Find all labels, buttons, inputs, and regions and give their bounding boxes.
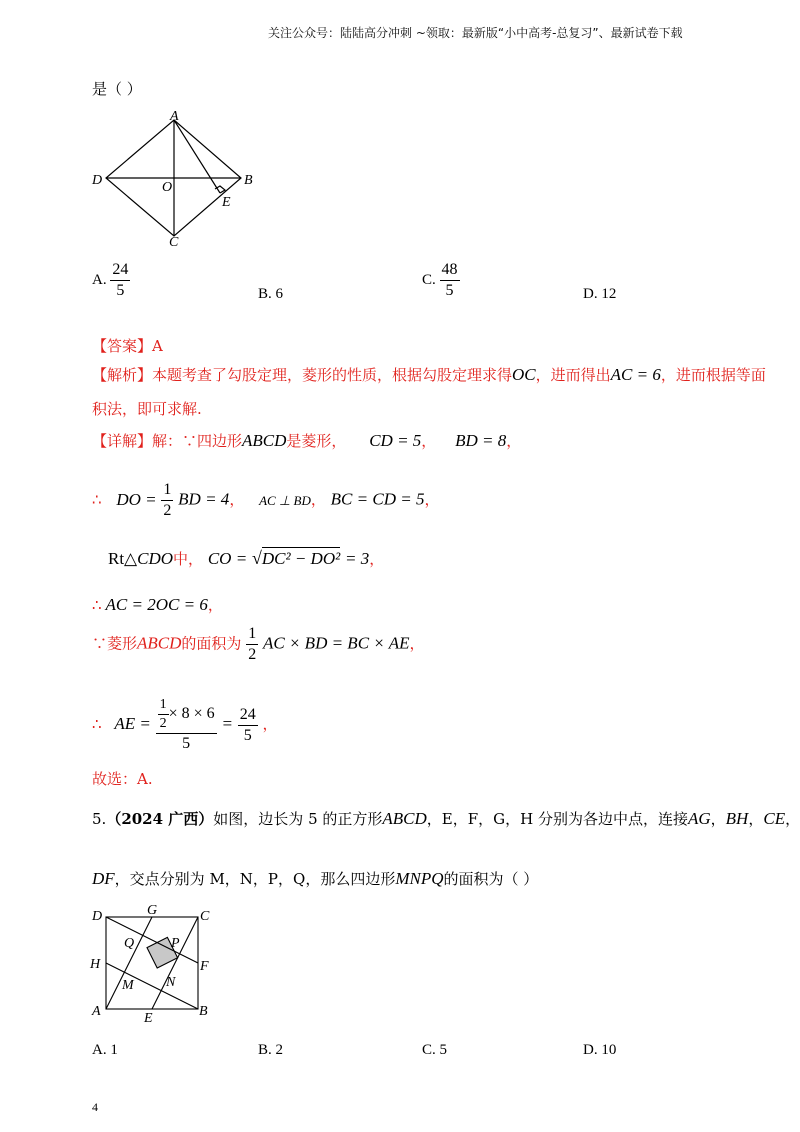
label-f: F xyxy=(200,959,209,974)
line-bh xyxy=(106,963,198,1009)
q4-analysis-line1: 【解析】本题考查了勾股定理，菱形的性质，根据勾股定理求得OC，进而得出AC = 6，进而根据等面 xyxy=(92,365,766,384)
q5-option-a: A. 1 xyxy=(92,1042,118,1058)
q4-step2: Rt△CDO中， CO = √DC² − DO² = 3， xyxy=(108,548,385,568)
q5-stem-line1: 5.（2024 广西）如图，边长为 5 的正方形ABCD，E，F，G，H 分别为各边中点，连接AG，BH，CE， xyxy=(92,809,800,828)
q5-option-b: B. 2 xyxy=(258,1042,284,1058)
q4-option-d: D. 12 xyxy=(583,286,617,302)
line-ag xyxy=(106,917,152,1009)
q4-option-c: C. $\frac{48}{5}$ xyxy=(422,261,458,299)
label-p: P xyxy=(171,936,180,951)
label-a: A xyxy=(170,109,179,124)
segment-ae xyxy=(174,120,220,193)
label-n: N xyxy=(166,975,176,990)
q4-step3: ∴ AC = 2OC = 6， xyxy=(92,595,223,614)
label-e: E xyxy=(144,1011,153,1026)
q5-option-c: C. 5 xyxy=(422,1042,448,1058)
q4-analysis-line2: 积法，即可求解. xyxy=(92,400,202,418)
q5-option-d: D. 10 xyxy=(583,1042,617,1058)
label-c: C xyxy=(169,235,179,248)
q4-stem-tail: 是（ ） xyxy=(92,80,142,98)
label-h: H xyxy=(90,957,101,972)
label-b: B xyxy=(199,1004,208,1019)
label-a: A xyxy=(92,1004,101,1019)
q4-step1: ∴ DO = $\frac{1}{2}$ BD = 4， AC ⊥ BD， BC = CD = 5， xyxy=(92,481,440,519)
label-m: M xyxy=(122,978,134,993)
q4-detail-line: 【详解】解：∵四边形ABCD是菱形， CD = 5， BD = 8， xyxy=(92,431,522,450)
rhombus-figure xyxy=(86,108,266,248)
q4-option-b: B. 6 xyxy=(258,286,284,302)
label-b: B xyxy=(244,173,253,188)
page-number: 4 xyxy=(92,1100,98,1114)
q4-choice: 故选：A. xyxy=(92,770,153,788)
label-q: Q xyxy=(124,936,135,951)
label-g: G xyxy=(147,903,158,918)
square-abcd xyxy=(106,917,198,1009)
q4-option-a: A. $\frac{24}{5}$ xyxy=(92,261,129,299)
q4-step4: ∵菱形ABCD的面积为 $\frac{1}{2}$ AC × BD = BC × AE， xyxy=(92,625,425,663)
q5-stem-line2: DF，交点分别为 M，N，P，Q，那么四边形MNPQ的面积为（ ） xyxy=(92,869,539,888)
label-d: D xyxy=(92,909,103,924)
page-header: 关注公众号：陆陆高分冲刺 ~领取：最新版“小中高考-总复习”、最新试卷下载 xyxy=(268,26,683,40)
q4-answer: 【答案】A xyxy=(92,337,163,355)
q4-step5: ∴ AE = $\frac{1}{2}$ × 8 × 6 5 = $\frac{24}{5}$ ， xyxy=(92,697,278,752)
label-o: O xyxy=(162,180,173,195)
label-e: E xyxy=(222,195,231,210)
label-c: C xyxy=(200,909,210,924)
square-figure xyxy=(86,902,216,1026)
label-d: D xyxy=(92,173,103,188)
